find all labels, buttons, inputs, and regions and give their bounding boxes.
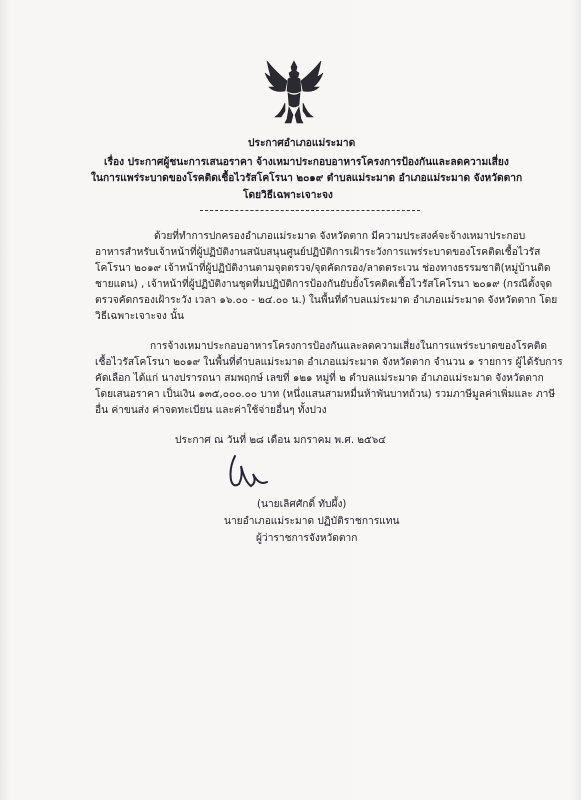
divider <box>200 210 420 211</box>
signatory-name: (นายเลิศศักดิ์ ทับผึ้ง) <box>257 499 347 510</box>
subject-line-1: เรื่อง ประกาศผู้ชนะการเสนอราคา จ้างเหมาประกอบอาหารโครงการป้องกันและลดความเสี่ยง <box>104 157 509 168</box>
garuda-emblem-icon <box>263 57 325 125</box>
paragraph-2-line: เชื้อไวรัสโคโรนา ๒๐๑๙ ในพื้นที่ตำบลแม่ระมาด อำเภอแม่ระมาด จังหวัดตาก จำนวน ๑ รายการ ผู้ได้รับการ <box>95 357 563 368</box>
document-title: ประกาศอำเภอแม่ระมาด <box>248 138 356 149</box>
paragraph-1-line: ด้วยที่ทำการปกครองอำเภอแม่ระมาด จังหวัดตาก มีความประสงค์จะจ้างเหมาประกอบ <box>154 231 526 242</box>
paragraph-1-line: วิธีเฉพาะเจาะจง นั้น <box>95 311 185 322</box>
signatory-position-2: ผู้ว่าราชการจังหวัดตาก <box>256 533 358 544</box>
signatory-position-1: นายอำเภอแม่ระมาด ปฏิบัติราชการแทน <box>224 516 400 527</box>
subject-line-3: โดยวิธีเฉพาะเจาะจง <box>243 190 333 201</box>
dateline: ประกาศ ณ วันที่ ๒๘ เดือน มกราคม พ.ศ. ๒๕๖๔ <box>175 435 386 446</box>
paragraph-2-line: คัดเลือก ได้แก่ นางปรารถนา สมพฤกษ์ เลขที่ ๑๒๑ หมู่ที่ ๒ ตำบลแม่ระมาด อำเภอแม่ระมาด จังหวัดตาก <box>95 373 544 384</box>
subject-line-2: ในการแพร่ระบาดของโรคติดเชื้อไวรัสโคโรนา ๒๐๑๙ ตำบลแม่ระมาด อำเภอแม่ระมาด จังหวัดตาก <box>91 173 523 184</box>
paragraph-2-line: อื่น ค่าขนส่ง ค่าจดทะเบียน และค่าใช้จ่ายอื่นๆ ทั้งปวง <box>95 405 327 416</box>
paragraph-2-line: โดยเสนอราคา เป็นเงิน ๑๓๕,๐๐๐.๐๐ บาท (หนึ่งแสนสามหมื่นห้าพันบาทถ้วน) รวมภาษีมูลค่าเพิ่มและ ภาษี <box>95 389 556 400</box>
paragraph-1-line: อาหารสำหรับเจ้าหน้าที่ผู้ปฏิบัติงานสนับสนุนศูนย์ปฏิบัติการเฝ้าระวังการแพร่ระบาดของโรคติดเชื้อไวรัส <box>95 247 541 258</box>
paragraph-1-line: ตรวจคัดกรองเฝ้าระวัง เวลา ๑๖.๐๐ - ๒๔.๐๐ น.) ในพื้นที่ตำบลแม่ระมาด อำเภอแม่ระมาด จังหวัดตาก โดย <box>95 295 558 306</box>
paragraph-1-line: โคโรนา ๒๐๑๙ เจ้าหน้าที่ผู้ปฏิบัติงานตามจุดตรวจ/จุดคัดกรอง/ลาดตระเวน ช่องทางธรรมชาติ(หมู่บ้านติด <box>95 263 551 274</box>
handwritten-signature <box>215 446 285 496</box>
paragraph-1-line: ชายแดน) , เจ้าหน้าที่ผู้ปฏิบัติงานชุดที่มปฏิบัติการป้องกันยับยั้งโรคติดเชื้อไวรัสโคโรนา ๒๐๑๙ (กรณีตั้งจุด <box>95 279 553 290</box>
paragraph-2-line: การจ้างเหมาประกอบอาหารโครงการป้องกันและลดความเสี่ยงในการแพร่ระบาดของโรคติด <box>150 341 547 352</box>
